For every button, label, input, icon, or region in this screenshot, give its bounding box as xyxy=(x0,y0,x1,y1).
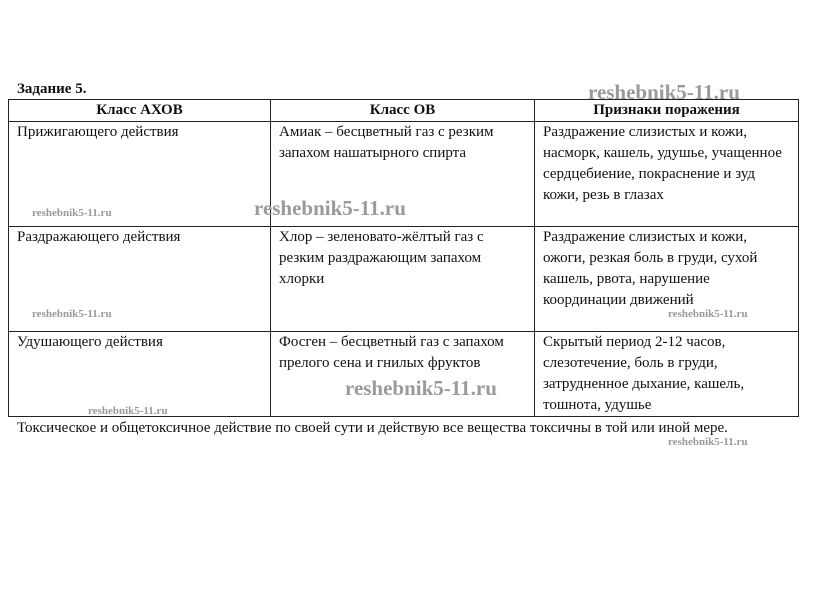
cell-class-ahov xyxy=(9,122,271,227)
cell-symptoms xyxy=(535,227,799,332)
cell-text: Фосген – бесцветный газ с запахом прелого сена и гнилых фруктов xyxy=(279,334,504,371)
cell-text: Раздражающего действия xyxy=(17,229,181,245)
table-row xyxy=(9,122,799,227)
cell-class-ov xyxy=(271,332,535,417)
cell-class-ahov xyxy=(9,227,271,332)
header-class-ahov: Класс АХОВ xyxy=(9,100,271,122)
table-header-row xyxy=(9,100,799,122)
watermark: reshebnik5-11.ru xyxy=(668,436,748,448)
conclusion-paragraph: Токсическое и общетоксичное действие по своей сути и действую все вещества токсичны в той или иной мере. xyxy=(17,420,728,436)
watermark: reshebnik5-11.ru xyxy=(588,80,740,104)
cell-text: Удушающего действия xyxy=(17,334,163,350)
table-row xyxy=(9,332,799,417)
cell-text: Хлор – зеленовато-жёлтый газ с резким раздражающим запахом хлорки xyxy=(279,229,484,287)
cell-symptoms xyxy=(535,122,799,227)
watermark: reshebnik5-11.ru xyxy=(254,196,406,220)
cell-text: Прижигающего действия xyxy=(17,124,179,140)
cell-class-ahov xyxy=(9,332,271,417)
watermark: reshebnik5-11.ru xyxy=(32,207,112,219)
header-symptoms: Признаки поражения xyxy=(535,100,799,122)
task-title: Задание 5. xyxy=(17,81,87,97)
cell-text: Раздражение слизистых и кожи, ожоги, резкая боль в груди, сухой кашель, рвота, нарушение координации движений xyxy=(543,229,758,308)
watermark: reshebnik5-11.ru xyxy=(345,376,497,400)
cell-class-ov xyxy=(271,227,535,332)
cell-text: Раздражение слизистых и кожи, насморк, кашель, удушье, учащенное сердцебиение, покраснение и зуд кожи, резь в глазах xyxy=(543,124,782,203)
hazard-classes-table xyxy=(8,99,799,417)
header-class-ov: Класс ОВ xyxy=(271,100,535,122)
watermark: reshebnik5-11.ru xyxy=(668,308,748,320)
watermark: reshebnik5-11.ru xyxy=(32,308,112,320)
cell-symptoms xyxy=(535,332,799,417)
cell-text: Скрытый период 2-12 часов, слезотечение, боль в груди, затрудненное дыхание, кашель, тошнота, удушье xyxy=(543,334,745,413)
cell-class-ov xyxy=(271,122,535,227)
watermark: reshebnik5-11.ru xyxy=(88,405,168,417)
table-row xyxy=(9,227,799,332)
cell-text: Амиак – бесцветный газ с резким запахом нашатырного спирта xyxy=(279,124,494,161)
